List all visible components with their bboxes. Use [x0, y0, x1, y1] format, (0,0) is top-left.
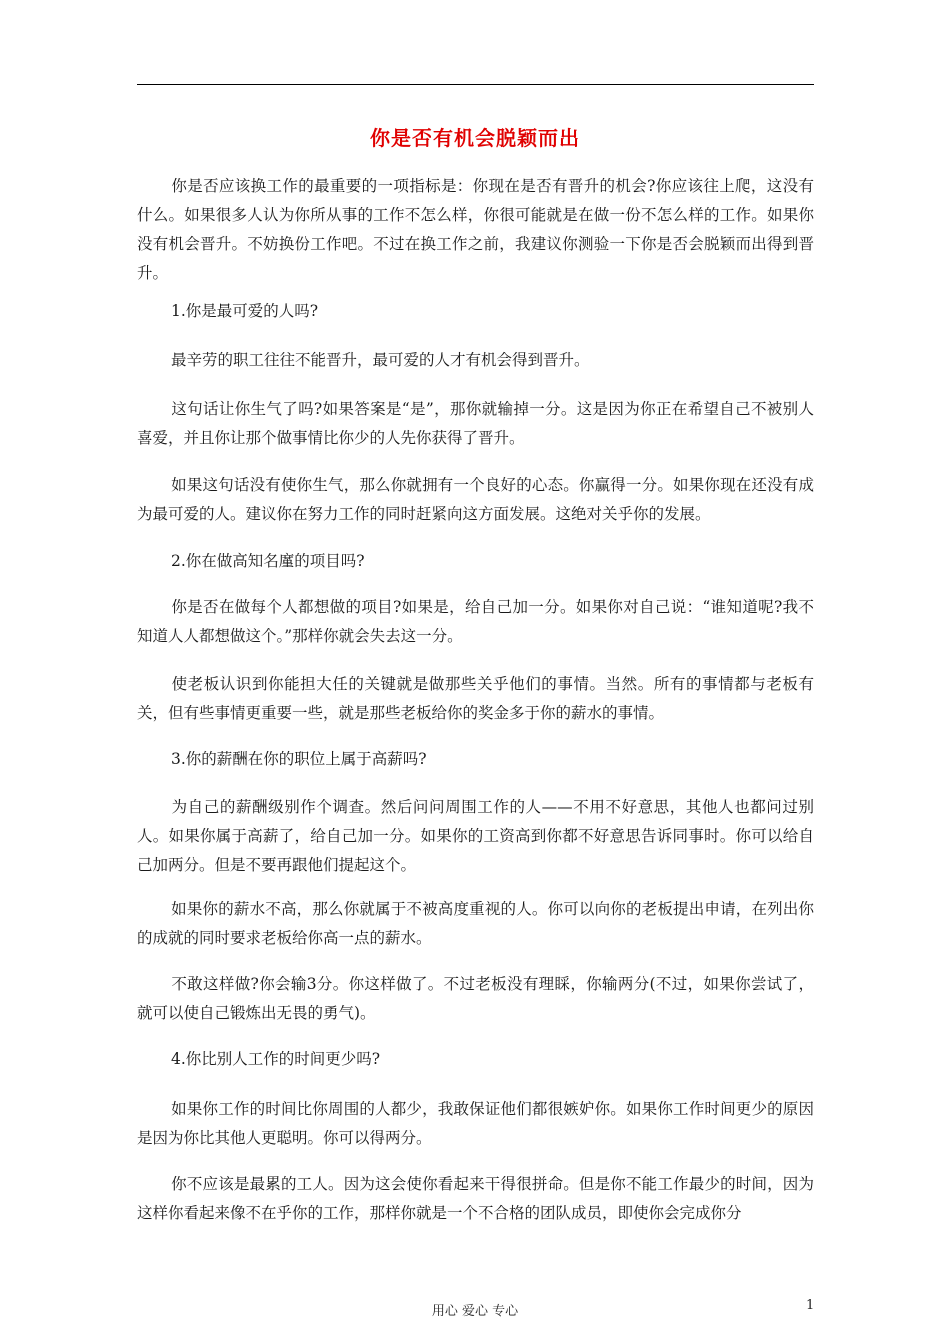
paragraph-text: 你不应该是最累的工人。因为这会使你看起来干得很拼命。但是你不能工作最少的时间，因为这样你看起来像不在乎你的工作，那样你就是一个不合格的团队成员，即使你会完成你分 [137, 1175, 814, 1222]
paragraph-text: 这句话让你生气了吗?如果答案是“是”，那你就输掉一分。这是因为你正在希望自己不被别人喜爱，并且你让那个做事情比你少的人先你获得了晋升。 [137, 400, 814, 447]
paragraph-text: 如果这句话没有使你生气，那么你就拥有一个良好的心态。你赢得一分。如果你现在还没有成为最可爱的人。建议你在努力工作的同时赶紧向这方面发展。这绝对关乎你的发展。 [137, 476, 814, 523]
paragraph [137, 1095, 814, 1153]
section-heading-2 [137, 547, 814, 576]
page-number: 1 [806, 1298, 815, 1313]
paragraph-text: 3.你的薪酬在你的职位上属于高薪吗? [171, 750, 427, 768]
paragraph [137, 895, 814, 953]
paragraph-text: 如果你工作的时间比你周围的人都少，我敢保证他们都很嫉妒你。如果你工作时间更少的原因是因为你比其他人更聪明。你可以得两分。 [137, 1100, 814, 1147]
section-heading-3 [137, 745, 814, 774]
paragraph [137, 346, 814, 375]
paragraph-text: 你是否在做每个人都想做的项目?如果是，给自己加一分。如果你对自己说：“谁知道呢?我不知道人人都想做这个。”那样你就会失去这一分。 [137, 598, 814, 645]
paragraph [137, 970, 814, 1028]
section-heading-1 [137, 297, 814, 326]
paragraph-text: 2.你在做高知名廑的项目吗? [171, 552, 365, 570]
paragraph-text: 为自己的薪酬级别作个调查。然后问问周围工作的人——不用不好意思，其他人也都问过别人。如果你属于高薪了，给自己加一分。如果你的工资高到你都不好意思告诉同事时。你可以给自己加两分。但是不要再跟他们提起这个。 [137, 798, 814, 874]
section-heading-4 [137, 1045, 814, 1074]
paragraph [137, 395, 814, 453]
paragraph-text: 4.你比别人工作的时间更少吗? [171, 1050, 381, 1068]
document-title: 你是否有机会脱颖而出 [370, 126, 580, 150]
paragraph-text: 如果你的薪水不高，那么你就属于不被高度重视的人。你可以向你的老板提出申请，在列出你的成就的同时要求老板给你高一点的薪水。 [137, 900, 814, 947]
paragraph-intro [137, 172, 814, 288]
header-rule [137, 84, 814, 85]
paragraph [137, 593, 814, 651]
page-footer: 用心 爱心 专心 [431, 1304, 519, 1319]
paragraph [137, 1170, 814, 1228]
paragraph-text: 使老板认识到你能担大任的关键就是做那些关乎他们的事情。当然。所有的事情都与老板有关，但有些事情更重要一些，就是那些老板给你的奖金多于你的薪水的事情。 [137, 675, 814, 722]
paragraph [137, 793, 814, 880]
paragraph-text: 不敢这样做?你会输3分。你这样做了。不过老板没有理睬，你输两分(不过，如果你尝试了，就可以使自己锻炼出无畏的勇气)。 [137, 975, 814, 1022]
paragraph-text: 1.你是最可爱的人吗? [171, 302, 319, 320]
paragraph [137, 471, 814, 529]
paragraph [137, 670, 814, 728]
paragraph-text: 最辛劳的职工往往不能晋升，最可爱的人才有机会得到晋升。 [171, 351, 590, 369]
paragraph-text: 你是否应该换工作的最重要的一项指标是：你现在是否有晋升的机会?你应该往上爬，这没有什么。如果很多人认为你所从事的工作不怎么样，你很可能就是在做一份不怎么样的工作。如果你没有机会晋升。不妨换份工作吧。不过在换工作之前，我建议你测验一下你是否会脱颖而出得到晋升。 [137, 177, 814, 282]
